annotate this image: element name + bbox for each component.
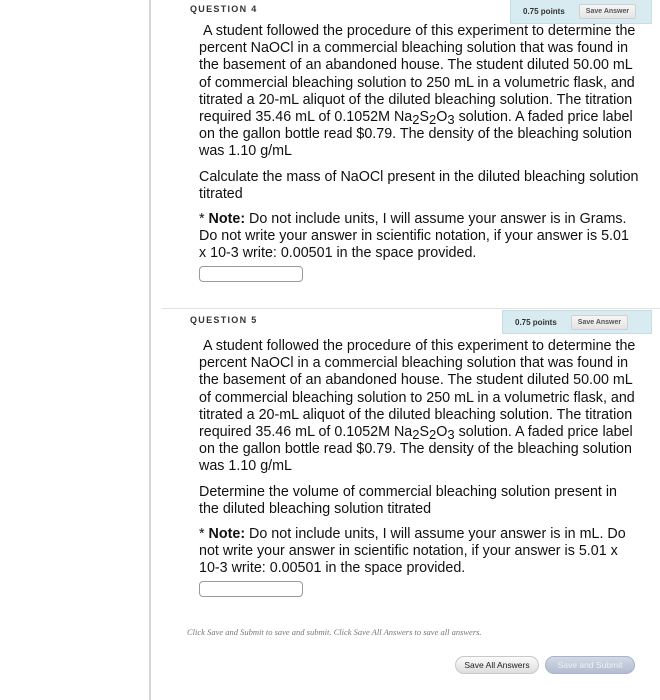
stem-text: solution. A faded price label on the gallon bottle read $0.79. The density of the bleaching solution was 1.10 g/mL (199, 424, 633, 475)
formula-part: S (419, 424, 430, 441)
note-text: Do not include units, I will assume your answer is in Grams. Do not write your answer in scientific notation, if your answer is 5.01 x 10-3 write: 0.00501 in the space provided. (199, 211, 629, 262)
question-note (199, 526, 639, 578)
formula-part: Na (393, 109, 413, 126)
note-label: Note: (208, 526, 246, 543)
question-stem (199, 23, 639, 161)
points-value: 0.75 points (523, 7, 565, 16)
stem-text: A student followed the procedure of this experiment to determine the percent NaOCl in a commercial bleaching solution that was found in the basement of an abandoned house. The student diluted 50.00 mL of commercial bleaching solution to 250 mL in a volumetric flask, and titrated a 20-mL aliquot of the diluted bleaching solution. The titration required 35.46 mL of 0.1052M (199, 338, 636, 441)
submit-instructions: Click Save and Submit to save and submit. Click Save All Answers to save all answers. (187, 627, 482, 637)
question-prompt: Determine the volume of commercial bleaching solution present in the diluted bleaching solution titrated (199, 483, 617, 517)
stem-text: solution. A faded price label on the gallon bottle read $0.79. The density of the bleaching solution was 1.10 g/mL (199, 109, 633, 160)
question-label: QUESTION 5 (190, 315, 258, 325)
question-label: QUESTION 4 (190, 4, 258, 14)
answer-input[interactable] (199, 581, 303, 597)
question-stem (199, 338, 639, 476)
note-asterisk: * (199, 211, 209, 228)
stem-text: A student followed the procedure of this experiment to determine the percent NaOCl in a commercial bleaching solution that was found in the basement of an abandoned house. The student diluted 50.00 mL of commercial bleaching solution to 250 mL in a volumetric flask, and titrated a 20-mL aliquot of the diluted bleaching solution. The titration required 35.46 mL of 0.1052M (199, 23, 636, 126)
formula-part: O (436, 109, 448, 126)
formula-subscript: 2 (412, 112, 420, 128)
save-all-answers-button[interactable]: Save All Answers (455, 656, 539, 674)
formula-subscript: 3 (447, 112, 455, 128)
points-value: 0.75 points (515, 317, 557, 327)
formula-subscript: 2 (429, 427, 437, 443)
save-and-submit-button[interactable]: Save and Submit (545, 656, 635, 674)
left-divider (149, 0, 151, 700)
question-prompt: Calculate the mass of NaOCl present in the diluted bleaching solution titrated (199, 168, 639, 202)
note-asterisk: * (199, 526, 209, 543)
answer-input[interactable] (199, 266, 303, 282)
save-answer-button[interactable]: Save Answer (579, 4, 636, 19)
formula-subscript: 2 (412, 427, 420, 443)
question-4 (162, 0, 660, 300)
points-box (510, 0, 652, 24)
save-answer-button[interactable]: Save Answer (571, 315, 628, 330)
question-body (199, 23, 639, 282)
formula-part: O (436, 424, 448, 441)
question-body (199, 338, 639, 597)
question-note (199, 211, 639, 263)
formula-part: Na (393, 424, 413, 441)
note-label: Note: (208, 211, 246, 228)
formula-part: S (419, 109, 430, 126)
formula-subscript: 2 (429, 112, 437, 128)
formula-subscript: 3 (447, 427, 455, 443)
points-box (502, 310, 652, 334)
question-5 (162, 308, 660, 608)
note-text: Do not include units, I will assume your answer is in mL. Do not write your answer in scientific notation, if your answer is 5.01 x 10-3 write: 0.00501 in the space provided. (199, 526, 626, 577)
